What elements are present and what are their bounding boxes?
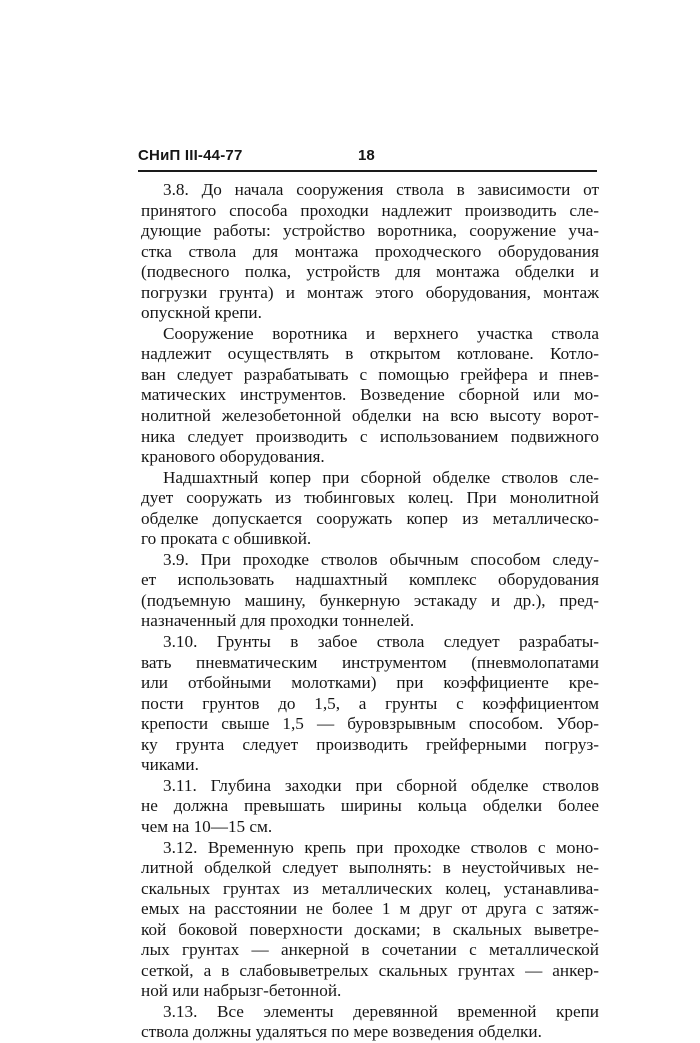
page-number: 18 <box>358 147 375 164</box>
text-line: пости грунтов до 1,5, а грунты с коэффициентом <box>141 693 599 713</box>
text-line: кранового оборудования. <box>141 447 325 467</box>
text-line: 3.11. Глубина заходки при сборной обделке стволов <box>163 775 599 795</box>
text-line: дующие работы: устройство воротника, сооружение уча- <box>141 221 599 241</box>
text-line: ной или набрызг-бетонной. <box>141 981 342 1001</box>
text-line: скальных грунтах из металлических колец, устанавлива- <box>141 878 599 898</box>
paragraph <box>141 838 599 1002</box>
page-header <box>138 138 597 172</box>
document-code: СНиП III-44-77 <box>138 147 243 164</box>
text-line: ет использовать надшахтный комплекс оборудования <box>141 570 599 590</box>
text-line: Сооружение воротника и верхнего участка ствола <box>163 323 599 343</box>
paragraph <box>141 324 599 468</box>
text-line: обделке допускается сооружать копер из металлическо- <box>141 508 599 528</box>
text-line: чем на 10—15 см. <box>141 816 273 836</box>
text-line: емых на расстоянии не более 1 м друг от друга с затяж- <box>141 899 599 919</box>
text-line: кой боковой поверхности досками; в скальных выветре- <box>141 919 599 939</box>
text-line: ку грунта следует производить грейферными погруз- <box>141 734 599 754</box>
text-line: 3.10. Грунты в забое ствола следует разрабаты- <box>163 632 599 652</box>
text-line: назначенный для проходки тоннелей. <box>141 611 415 631</box>
text-line: чиками. <box>141 755 199 775</box>
text-line: ника следует производить с использованием подвижного <box>141 426 599 446</box>
text-line: литной обделкой следует выполнять: в неустойчивых не- <box>141 858 599 878</box>
text-line: не должна превышать ширины кольца обделки более <box>141 796 599 816</box>
text-line: (подвесного полка, устройств для монтажа обделки и <box>141 262 599 282</box>
text-line: нолитной железобетонной обделки на всю высоту ворот- <box>141 406 599 426</box>
paragraph <box>141 776 599 838</box>
text-line: ван следует разрабатывать с помощью грейфера и пнев- <box>141 364 599 384</box>
text-line: лых грунтах — анкерной в сочетании с металлической <box>141 940 599 960</box>
body-text <box>141 180 599 1043</box>
paragraph <box>141 180 599 324</box>
text-line: вать пневматическим инструментом (пневмолопатами <box>141 652 599 672</box>
text-line: крепости свыше 1,5 — буровзрывным способом. Убор- <box>141 714 599 734</box>
text-line: погрузки грунта) и монтаж этого оборудования, монтаж <box>141 282 599 302</box>
text-line: 3.9. При проходке стволов обычным способом следу- <box>163 549 599 569</box>
text-line: опускной крепи. <box>141 303 262 323</box>
text-line: матических инструментов. Возведение сборной или мо- <box>141 385 599 405</box>
text-line: принятого способа проходки надлежит производить сле- <box>141 200 599 220</box>
paragraph <box>141 1002 599 1043</box>
text-line: 3.12. Временную крепь при проходке стволов с моно- <box>163 837 599 857</box>
text-line: надлежит осуществлять в открытом котловане. Котло- <box>141 344 599 364</box>
paragraph <box>141 468 599 550</box>
text-line: Надшахтный копер при сборной обделке стволов сле- <box>163 467 599 487</box>
text-line: дует сооружать из тюбинговых колец. При монолитной <box>141 488 599 508</box>
text-line: го проката с обшивкой. <box>141 529 312 549</box>
text-line: 3.8. До начала сооружения ствола в зависимости от <box>163 180 599 199</box>
paragraph <box>141 632 599 776</box>
text-line: стка ствола для монтажа проходческого оборудования <box>141 241 599 261</box>
paragraph <box>141 550 599 632</box>
text-line: сеткой, а в слабовыветрелых скальных грунтах — анкер- <box>141 960 599 980</box>
text-line: ствола должны удаляться по мере возведения обделки. <box>141 1022 542 1042</box>
text-line: или отбойными молотками) при коэффициенте кре- <box>141 673 599 693</box>
text-line: 3.13. Все элементы деревянной временной крепи <box>163 1001 599 1021</box>
text-line: (подъемную машину, бункерную эстакаду и др.), пред- <box>141 590 599 610</box>
